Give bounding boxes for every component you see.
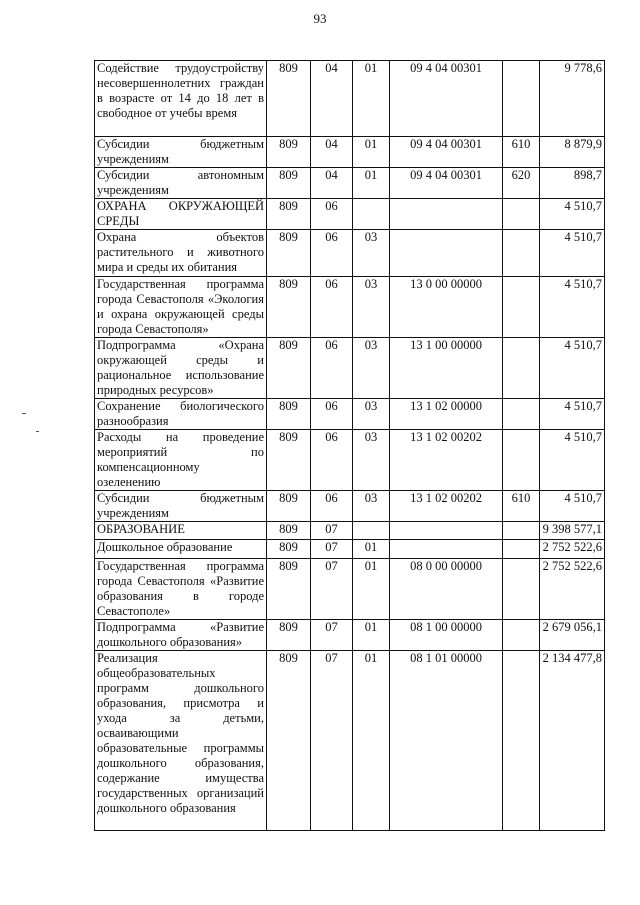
subsection-code: 03 bbox=[353, 277, 390, 338]
section-code: 06 bbox=[311, 277, 353, 338]
section-code: 07 bbox=[311, 651, 353, 831]
table-row bbox=[95, 559, 605, 620]
amount: 2 752 522,6 bbox=[540, 540, 605, 559]
ministry-code: 809 bbox=[267, 540, 311, 559]
expense-type bbox=[503, 559, 540, 620]
subsection-code: 03 bbox=[353, 338, 390, 399]
ministry-code: 809 bbox=[267, 522, 311, 540]
row-name: ОХРАНА ОКРУЖАЮЩЕЙ СРЕДЫ bbox=[95, 199, 267, 230]
ministry-code: 809 bbox=[267, 277, 311, 338]
table-row bbox=[95, 168, 605, 199]
ministry-code: 809 bbox=[267, 199, 311, 230]
ministry-code: 809 bbox=[267, 230, 311, 277]
target-article: 09 4 04 00301 bbox=[390, 61, 503, 137]
expense-type bbox=[503, 522, 540, 540]
ministry-code: 809 bbox=[267, 620, 311, 651]
target-article: 13 0 00 00000 bbox=[390, 277, 503, 338]
subsection-code bbox=[353, 522, 390, 540]
subsection-code: 01 bbox=[353, 168, 390, 199]
ministry-code: 809 bbox=[267, 399, 311, 430]
target-article: 13 1 02 00202 bbox=[390, 430, 503, 491]
table-row bbox=[95, 651, 605, 831]
expense-type bbox=[503, 399, 540, 430]
table-row bbox=[95, 137, 605, 168]
section-code: 06 bbox=[311, 199, 353, 230]
subsection-code: 03 bbox=[353, 491, 390, 522]
expense-type bbox=[503, 338, 540, 399]
table-row bbox=[95, 491, 605, 522]
expense-type bbox=[503, 199, 540, 230]
row-name: Сохранение биологического разнообразия bbox=[95, 399, 267, 430]
amount: 4 510,7 bbox=[540, 338, 605, 399]
target-article: 09 4 04 00301 bbox=[390, 137, 503, 168]
ministry-code: 809 bbox=[267, 491, 311, 522]
expense-type: 620 bbox=[503, 168, 540, 199]
subsection-code: 03 bbox=[353, 230, 390, 277]
row-name: ОБРАЗОВАНИЕ bbox=[95, 522, 267, 540]
expense-type: 610 bbox=[503, 491, 540, 522]
table-row bbox=[95, 620, 605, 651]
subsection-code: 03 bbox=[353, 430, 390, 491]
section-code: 07 bbox=[311, 522, 353, 540]
expense-type bbox=[503, 277, 540, 338]
section-code: 06 bbox=[311, 430, 353, 491]
expense-type bbox=[503, 430, 540, 491]
ministry-code: 809 bbox=[267, 168, 311, 199]
target-article bbox=[390, 230, 503, 277]
table-row bbox=[95, 430, 605, 491]
subsection-code: 01 bbox=[353, 559, 390, 620]
row-name: Субсидии бюджетным учреждениям bbox=[95, 137, 267, 168]
expense-type bbox=[503, 651, 540, 831]
row-name: Субсидии автономным учреждениям bbox=[95, 168, 267, 199]
expense-type: 610 bbox=[503, 137, 540, 168]
row-name: Расходы на проведение мероприятий по компенсационному озеленению bbox=[95, 430, 267, 491]
amount: 4 510,7 bbox=[540, 491, 605, 522]
expense-type bbox=[503, 540, 540, 559]
section-code: 06 bbox=[311, 399, 353, 430]
row-name: Дошкольное образование bbox=[95, 540, 267, 559]
subsection-code: 03 bbox=[353, 399, 390, 430]
page-number: 93 bbox=[313, 11, 327, 26]
row-name: Государственная программа города Севастополя «Развитие образования в городе Севастополе» bbox=[95, 559, 267, 620]
subsection-code: 01 bbox=[353, 651, 390, 831]
row-name: Государственная программа города Севастополя «Экология и охрана окружающей среды города Севастополя» bbox=[95, 277, 267, 338]
amount: 9 778,6 bbox=[540, 61, 605, 137]
target-article: 13 1 02 00202 bbox=[390, 491, 503, 522]
target-article: 08 1 00 00000 bbox=[390, 620, 503, 651]
amount: 9 398 577,1 bbox=[540, 522, 605, 540]
section-code: 06 bbox=[311, 491, 353, 522]
subsection-code bbox=[353, 199, 390, 230]
amount: 4 510,7 bbox=[540, 199, 605, 230]
target-article: 09 4 04 00301 bbox=[390, 168, 503, 199]
target-article: 08 0 00 00000 bbox=[390, 559, 503, 620]
row-name: Охрана объектов растительного и животного мира и среды их обитания bbox=[95, 230, 267, 277]
section-code: 07 bbox=[311, 540, 353, 559]
table-row bbox=[95, 338, 605, 399]
table-row bbox=[95, 61, 605, 137]
table-row bbox=[95, 399, 605, 430]
amount: 898,7 bbox=[540, 168, 605, 199]
section-code: 04 bbox=[311, 137, 353, 168]
section-code: 07 bbox=[311, 559, 353, 620]
table-row bbox=[95, 199, 605, 230]
amount: 4 510,7 bbox=[540, 230, 605, 277]
amount: 4 510,7 bbox=[540, 399, 605, 430]
ministry-code: 809 bbox=[267, 651, 311, 831]
amount: 4 510,7 bbox=[540, 430, 605, 491]
subsection-code: 01 bbox=[353, 620, 390, 651]
target-article: 08 1 01 00000 bbox=[390, 651, 503, 831]
target-article: 13 1 00 00000 bbox=[390, 338, 503, 399]
section-code: 04 bbox=[311, 61, 353, 137]
row-name: Реализация общеобразовательных программ дошкольного образования, присмотра и ухода за детьми, осваивающими образовательные программы дошкольного образования, содержание имущества государственных организаций дошкольного образования bbox=[95, 651, 267, 831]
amount: 2 134 477,8 bbox=[540, 651, 605, 831]
table-row bbox=[95, 540, 605, 559]
ministry-code: 809 bbox=[267, 61, 311, 137]
section-code: 06 bbox=[311, 230, 353, 277]
section-code: 04 bbox=[311, 168, 353, 199]
expense-type bbox=[503, 230, 540, 277]
row-name: Содействие трудоустройству несовершеннолетних граждан в возрасте от 14 до 18 лет в свободное от учебы время bbox=[95, 61, 267, 137]
row-name: Подпрограмма «Развитие дошкольного образования» bbox=[95, 620, 267, 651]
budget-table bbox=[94, 60, 605, 831]
table-row bbox=[95, 522, 605, 540]
subsection-code: 01 bbox=[353, 61, 390, 137]
amount: 8 879,9 bbox=[540, 137, 605, 168]
target-article: 13 1 02 00000 bbox=[390, 399, 503, 430]
expense-type bbox=[503, 620, 540, 651]
target-article bbox=[390, 522, 503, 540]
table-row bbox=[95, 277, 605, 338]
row-name: Подпрограмма «Охрана окружающей среды и рациональное использование природных ресурсов» bbox=[95, 338, 267, 399]
subsection-code: 01 bbox=[353, 137, 390, 168]
ministry-code: 809 bbox=[267, 338, 311, 399]
ministry-code: 809 bbox=[267, 137, 311, 168]
ministry-code: 809 bbox=[267, 430, 311, 491]
scan-mark bbox=[36, 431, 39, 432]
target-article bbox=[390, 540, 503, 559]
amount: 2 679 056,1 bbox=[540, 620, 605, 651]
subsection-code: 01 bbox=[353, 540, 390, 559]
row-name: Субсидии бюджетным учреждениям bbox=[95, 491, 267, 522]
scan-mark bbox=[22, 413, 26, 414]
section-code: 07 bbox=[311, 620, 353, 651]
amount: 2 752 522,6 bbox=[540, 559, 605, 620]
ministry-code: 809 bbox=[267, 559, 311, 620]
section-code: 06 bbox=[311, 338, 353, 399]
expense-type bbox=[503, 61, 540, 137]
amount: 4 510,7 bbox=[540, 277, 605, 338]
table-row bbox=[95, 230, 605, 277]
target-article bbox=[390, 199, 503, 230]
